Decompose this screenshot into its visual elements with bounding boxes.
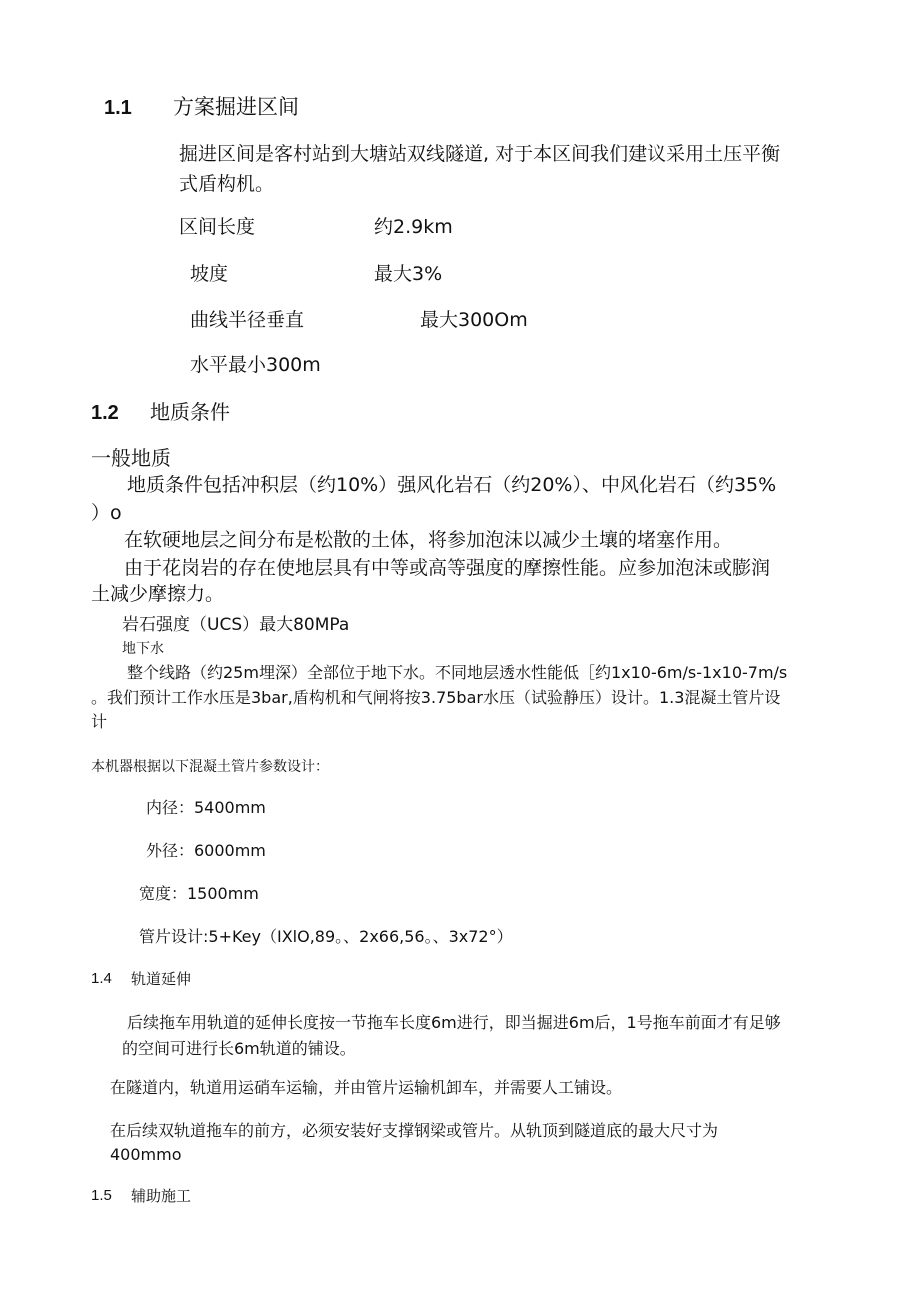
spec-label-slope: 坡度 (190, 263, 229, 285)
section-1-2-title: 地质条件 (150, 400, 230, 424)
spec-label-horizontal-radius: 水平最小300m (190, 354, 321, 376)
track-para2: 在隧道内，轨道用运硝车运输，并由管片运输机卸车，并需要人工铺设。 (110, 1078, 623, 1097)
section-1-4-number: 1.4 (91, 970, 112, 987)
spec-value-length: 约2.9km (374, 216, 453, 238)
groundwater-line1: 整个线路（约25m埋深）全部位于地下水。不同地层透水性能低［约1x10-6m/s-1x10-7m/s (127, 663, 788, 682)
track-para1-line1: 后续拖车用轨道的延伸长度按一节拖车长度6m进行，即当掘进6m后，1号拖车前面才有足够 (127, 1013, 781, 1032)
track-para3-line1: 在后续双轨道拖车的前方，必须安装好支撑钢梁或管片。从轨顶到隧道底的最大尺寸为 (110, 1121, 719, 1140)
section-1-1-para-line1: 掘进区间是客村站到大塘站双线隧道, 对于本区间我们建议采用土压平衡 (179, 143, 781, 165)
section-1-2-number: 1.2 (91, 402, 119, 424)
section-1-4-title: 轨道延伸 (131, 970, 192, 988)
groundwater-line3: 计 (91, 712, 108, 731)
rock-strength: 岩石强度（UCS）最大80MPa (122, 615, 350, 635)
spec-label-length: 区间长度 (179, 216, 256, 238)
geology-line4: 由于花岗岩的存在使地层具有中等或高等强度的摩擦性能。应参加泡沫或膨润 (124, 557, 771, 579)
section-1-1-number: 1.1 (104, 97, 132, 119)
section-1-5-number: 1.5 (91, 1187, 112, 1204)
spec-value-slope: 最大3% (374, 263, 443, 285)
track-para1-line2: 的空间可进行长6m轨道的铺设。 (122, 1039, 356, 1058)
general-geology-heading: 一般地质 (91, 446, 171, 470)
section-1-5-title: 辅助施工 (131, 1187, 192, 1205)
geology-line2: ）o (91, 502, 122, 524)
groundwater-heading: 地下水 (122, 641, 164, 657)
param-outer-diameter: 外径：6000mm (146, 841, 266, 860)
param-segment-design: 管片设计:5+Key（IXlO,89。、2x66,56。、3x72°） (139, 927, 513, 946)
param-inner-diameter: 内径：5400mm (146, 798, 266, 817)
geology-line1: 地质条件包括冲积层（约10%）强风化岩石（约20%）、中风化岩石（约35% (127, 474, 777, 496)
spec-value-vertical-radius: 最大300Om (420, 309, 528, 331)
section-1-1-para-line2: 式盾构机。 (179, 173, 275, 195)
geology-line5: 土减少摩擦力。 (91, 583, 225, 605)
segment-intro: 本机器根据以下混凝土管片参数设计： (91, 759, 329, 775)
param-width: 宽度：1500mm (139, 884, 259, 903)
section-1-1-title: 方案掘进区间 (173, 95, 299, 119)
track-para3-line2: 400mmo (110, 1145, 182, 1164)
geology-line3: 在软硬地层之间分布是松散的土体，将参加泡沫以减少土壤的堵塞作用。 (124, 529, 733, 551)
spec-label-vertical-radius: 曲线半径垂直 (190, 309, 305, 331)
groundwater-line2: 。我们预计工作水压是3bar,盾构机和气闸将按3.75bar水压（试验静压）设计。1.3混凝土管片设 (91, 688, 781, 707)
